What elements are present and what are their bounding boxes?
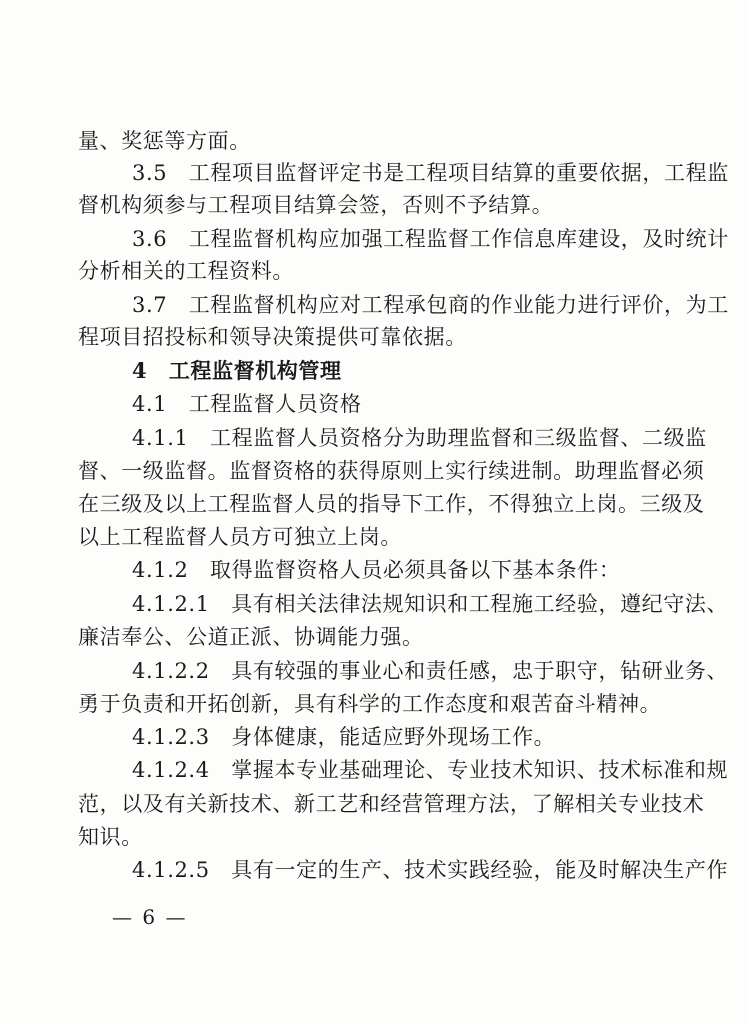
page-number: — 6 — (112, 905, 188, 929)
section-heading: 4 工程监督机构管理 (132, 358, 342, 383)
text-line: 督、一级监督。监督资格的获得原则上实行续进制。助理监督必须 (78, 459, 705, 483)
text-line: 廉洁奉公、公道正派、协调能力强。 (78, 625, 424, 649)
text-line: 量、奖惩等方面。 (78, 129, 251, 153)
text-line: 在三级及以上工程监督人员的指导下工作，不得独立上岗。三级及 (78, 492, 705, 516)
text-line: 督机构须参与工程项目结算会签，否则不予结算。 (78, 193, 554, 217)
text-line: 4.1.2.5 具有一定的生产、技术实践经验，能及时解决生产作 (132, 858, 729, 882)
text-line: 勇于负责和开拓创新，具有科学的工作态度和艰苦奋斗精神。 (78, 692, 662, 716)
text-line: 程项目招投标和领导决策提供可靠依据。 (78, 325, 467, 349)
text-line: 以上工程监督人员方可独立上岗。 (78, 525, 402, 549)
text-line: 3.7 工程监督机构应对工程承包商的作业能力进行评价，为工 (132, 293, 729, 317)
text-line: 分析相关的工程资料。 (78, 259, 294, 283)
text-line: 3.6 工程监督机构应加强工程监督工作信息库建设，及时统计 (132, 227, 729, 251)
text-line: 3.5 工程项目监督评定书是工程项目结算的重要依据，工程监 (132, 161, 729, 185)
text-line: 4.1.2.1 具有相关法律法规知识和工程施工经验，遵纪守法、 (132, 592, 729, 616)
text-line: 4.1.1 工程监督人员资格分为助理监督和三级监督、二级监 (132, 426, 707, 450)
text-line: 4.1.2 取得监督资格人员必须具备以下基本条件： (132, 558, 621, 582)
text-line: 4.1.2.2 具有较强的事业心和责任感，忠于职守，钻研业务、 (132, 659, 729, 683)
text-line: 4.1.2.3 身体健康，能适应野外现场工作。 (132, 725, 556, 749)
subsection-heading: 4.1 工程监督人员资格 (132, 392, 362, 416)
text-line: 知识。 (78, 825, 143, 849)
text-line: 4.1.2.4 掌握本专业基础理论、专业技术知识、技术标准和规 (132, 758, 729, 782)
text-line: 范，以及有关新技术、新工艺和经营管理方法，了解相关专业技术 (78, 792, 705, 816)
